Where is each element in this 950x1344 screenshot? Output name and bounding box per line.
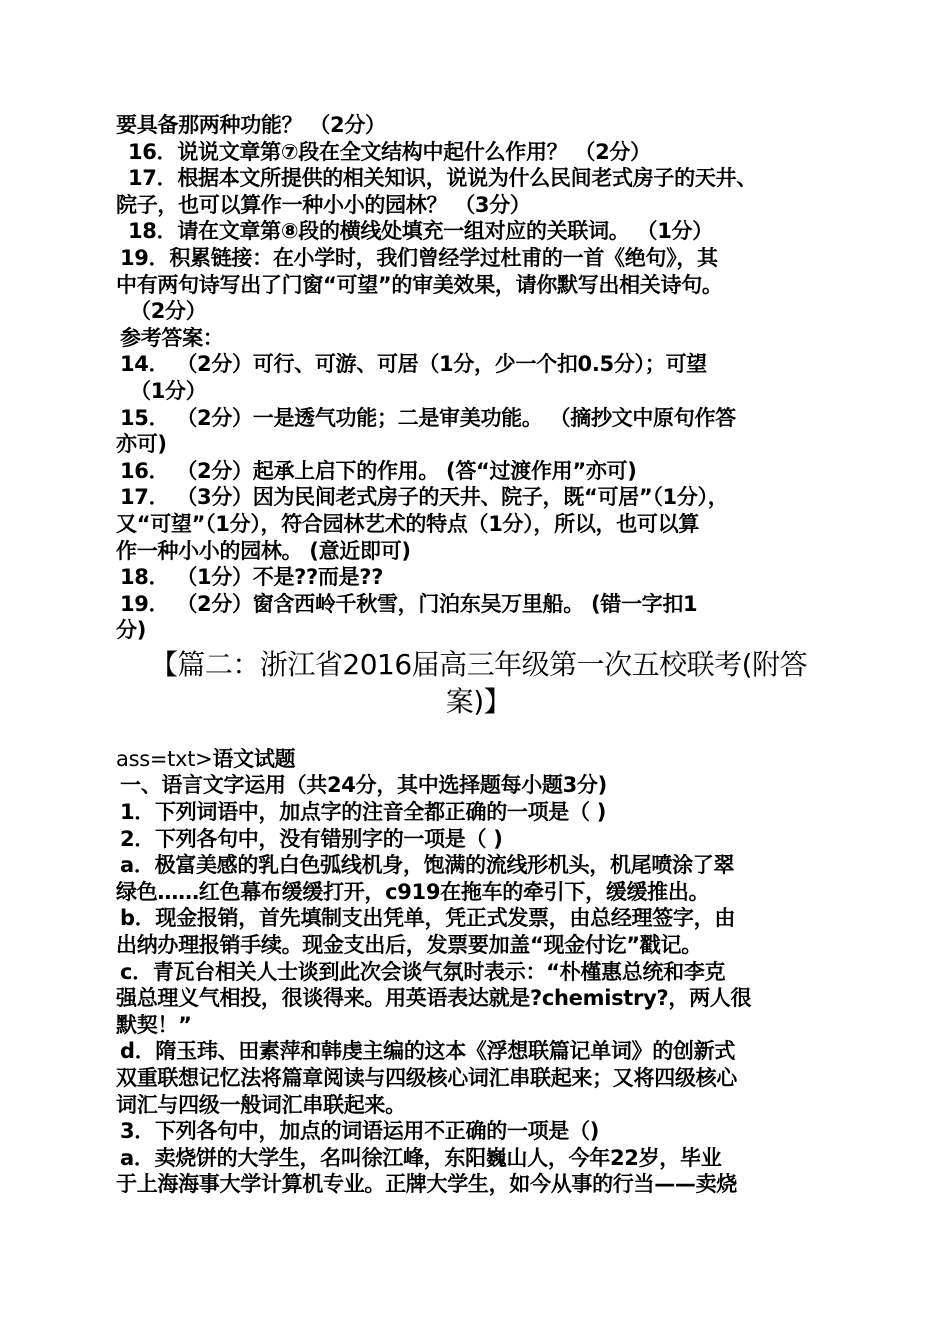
answer-line: 16． （2分）起承上启下的作用。 (答“过渡作用”亦可) [120,458,637,483]
heading-line: 【篇二：浙江省2016届高三年级第一次五校联考(附答 [149,647,808,681]
section-title: 一、语言文字运用（共24分，其中选择题每小题3分) [120,773,607,798]
text-line: 17．根据本文所提供的相关知识，说说为什么民间老式房子的天井、 [128,166,757,191]
answer-line: 18． （1分）不是??而是?? [120,565,384,590]
option-line: 绿色……红色幕布缓缓打开，c919在拖车的牵引下，缓缓推出。 [116,879,710,904]
answer-line: 19． （2分）窗含西岭千秋雪，门泊东吴万里船。 (错一字扣1 [120,591,698,616]
answer-line: 15． （2分）一是透气功能；二是审美功能。 （摘抄文中原句作答 [120,405,736,430]
option-line: 词汇与四级一般词汇串联起来。 [116,1092,406,1117]
text-line: 要具备那两种功能？ （2分） [116,113,386,137]
option-line: a．卖烧饼的大学生，名叫徐江峰，东阳巍山人，今年22岁，毕业 [120,1145,722,1170]
text-line: 16．说说文章第⑦段在全文结构中起什么作用？ （2分） [128,139,651,164]
tag-prefix: ass=txt> [116,746,213,771]
exam-title-line [116,746,841,773]
text-line: 18．请在文章第⑧段的横线处填充一组对应的关联词。 （1分） [128,219,713,244]
heading-line: 案)】 [445,684,512,718]
option-line: d．隋玉玮、田素萍和韩虔主编的这本《浮想联篇记单词》的创新式 [120,1039,736,1064]
answers-title: 参考答案： [120,325,224,350]
answers-section [116,325,841,644]
part2-exam [116,746,841,1198]
option-line: a．极富美感的乳白色弧线机身，饱满的流线形机头，机尾喷涂了翠 [120,853,735,878]
section-heading [116,646,841,720]
option-line: 于上海海事大学计算机专业。正牌大学生，如今从事的行当——卖烧 [116,1172,737,1197]
option-line: 默契！” [116,1012,192,1037]
answer-line: 分) [116,618,146,643]
question-line: 1．下列词语中，加点字的注音全都正确的一项是（ ) [120,800,607,825]
question-line: 3．下列各句中，加点的词语运用不正确的一项是（) [120,1119,600,1144]
option-line: 双重联想记忆法将篇章阅读与四级核心词汇串联起来；又将四级核心 [116,1066,737,1090]
option-line: 出纳办理报销手续。现金支出后，发票要加盖“现金付讫”戳记。 [116,933,702,958]
question-line: 2．下列各句中，没有错别字的一项是（ ) [120,826,503,851]
answer-line: 17． （3分）因为民间老式房子的天井、院子，既“可居”（1分）， [120,485,729,510]
answer-line: 亦可) [116,432,167,457]
text-line: 中有两句诗写出了门窗“可望”的审美效果，请你默写出相关诗句。 [116,272,723,297]
option-line: c．青瓦台相关人士谈到此次会谈气氛时表示：“朴槿惠总统和李克 [120,959,726,984]
exam-title: 语文试题 [212,746,296,771]
answer-line: 14． （2分）可行、可游、可居（1分，少一个扣0.5分）；可望 [120,352,707,377]
part1-questions [116,112,841,325]
answer-line: （1分） [130,378,207,403]
text-line: 19．积累链接：在小学时，我们曾经学过杜甫的一首《绝句》，其 [120,245,718,270]
answer-line: 又“可望”（1分），符合园林艺术的特点（1分），所以，也可以算 [116,511,700,536]
option-line: b．现金报销，首先填制支出凭单，凭正式发票，由总经理签字，由 [120,906,736,931]
text-line: 院子，也可以算作一种小小的园林？ （3分） [116,192,531,217]
text-line: （2分） [130,299,207,324]
option-line: 强总理义气相投，很谈得来。用英语表达就是?chemistry?，两人很 [116,986,752,1011]
document-body [116,112,841,1198]
answer-line: 作一种小小的园林。 (意近即可) [116,538,411,563]
